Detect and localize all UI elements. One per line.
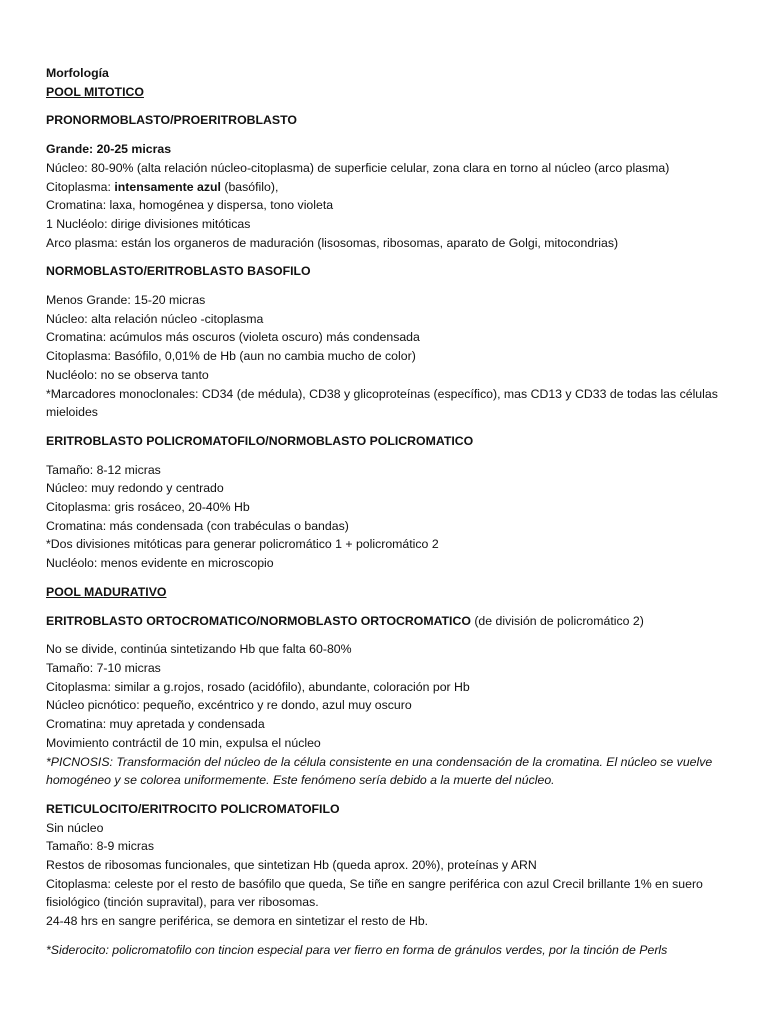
doc-title: Morfología <box>46 66 109 80</box>
block-normoblasto-basofilo <box>46 291 736 422</box>
text-cromatina: Cromatina: muy apretada y condensada <box>46 717 265 732</box>
section-pool-madurativo: POOL MADURATIVO <box>46 584 167 599</box>
document-page <box>46 64 736 960</box>
text-marcadores: *Marcadores monoclonales: CD34 (de médula), CD38 y glicoproteínas (específico), mas CD13 y CD33 de todas las células mieloides <box>46 386 718 420</box>
text-siderocito: *Siderocito: policromatofilo con tincion especial para ver fierro en forma de gránulos verdes, por la tinción de Perls <box>46 942 668 957</box>
text-nucleo: Núcleo: alta relación núcleo -citoplasma <box>46 311 264 326</box>
text-divisiones: *Dos divisiones mitóticas para generar policromático 1 + policromático 2 <box>46 537 439 552</box>
text-nucleolo: 1 Nucléolo: dirige divisiones mitóticas <box>46 216 251 231</box>
heading-ortocromatico: ERITROBLASTO ORTOCROMATICO/NORMOBLASTO ORTOCROMATICO <box>46 613 471 628</box>
text-sin-nucleo: Sin núcleo <box>46 820 104 835</box>
heading-ortocromatico-note: (de división de policromático 2) <box>470 613 644 628</box>
heading-policromatofilo: ERITROBLASTO POLICROMATOFILO/NORMOBLASTO POLICROMATICO <box>46 433 474 448</box>
heading-normoblasto-basofilo: NORMOBLASTO/ERITROBLASTO BASOFILO <box>46 264 311 279</box>
text-cromatina: Cromatina: más condensada (con trabéculas o bandas) <box>46 518 349 533</box>
text-nucleolo: Nucléolo: no se observa tanto <box>46 367 209 382</box>
section-pool-mitotico: POOL MITOTICO <box>46 84 144 99</box>
text-nucleolo: Nucléolo: menos evidente en microscopio <box>46 556 274 571</box>
text-cito-prefix: Citoplasma: <box>46 179 115 194</box>
text-picnosis: *PICNOSIS: Transformación del núcleo de la célula consistente en una condensación de la cromatina. El núcleo se vuelve homogéneo y se colorea uniformemente. Este fenómeno sería debido a la muerte del núcleo. <box>46 754 713 788</box>
text-movimiento: Movimiento contráctil de 10 min, expulsa el núcleo <box>46 735 321 750</box>
block-reticulocito <box>46 800 736 931</box>
block-ortocromatico <box>46 640 736 790</box>
heading-reticulocito: RETICULOCITO/ERITROCITO POLICROMATOFILO <box>46 801 340 816</box>
text-cromatina: Cromatina: acúmulos más oscuros (violeta oscuro) más condensada <box>46 330 420 345</box>
text-no-divide: No se divide, continúa sintetizando Hb que falta 60-80% <box>46 642 352 657</box>
text-nucleo: Núcleo: 80-90% (alta relación núcleo-citoplasma) de superficie celular, zona clara en torno al núcleo (arco plasma) <box>46 160 670 175</box>
text-size: Menos Grande: 15-20 micras <box>46 293 206 308</box>
text-size: Tamaño: 8-9 micras <box>46 839 154 854</box>
text-citoplasma <box>46 178 736 197</box>
text-cito-bold: intensamente azul <box>114 179 221 194</box>
text-horas: 24-48 hrs en sangre periférica, se demora en sintetizar el resto de Hb. <box>46 914 429 929</box>
text-nucleo: Núcleo: muy redondo y centrado <box>46 481 224 496</box>
text-citoplasma: Citoplasma: Basófilo, 0,01% de Hb (aun no cambia mucho de color) <box>46 349 416 364</box>
text-citoplasma: Citoplasma: celeste por el resto de basófilo que queda, Se tiñe en sangre periférica con azul Crecil brillante 1% en suero fisiológico (tinción supravital), para ver ribosomas. <box>46 876 703 910</box>
heading-pronormoblasto: PRONORMOBLASTO/PROERITROBLASTO <box>46 113 297 128</box>
text-citoplasma: Citoplasma: gris rosáceo, 20-40% Hb <box>46 500 250 515</box>
text-citoplasma: Citoplasma: similar a g.rojos, rosado (acidófilo), abundante, coloración por Hb <box>46 679 470 694</box>
text-nucleo: Núcleo picnótico: pequeño, excéntrico y re dondo, azul muy oscuro <box>46 698 412 713</box>
text-restos: Restos de ribosomas funcionales, que sintetizan Hb (queda aprox. 20%), proteínas y ARN <box>46 858 537 873</box>
block-pronormoblasto <box>46 140 736 252</box>
block-policromatofilo <box>46 461 736 573</box>
text-size: Grande: 20-25 micras <box>46 142 172 157</box>
text-cito-suffix: (basófilo), <box>220 179 279 194</box>
text-size: Tamaño: 7-10 micras <box>46 660 161 675</box>
text-size: Tamaño: 8-12 micras <box>46 462 161 477</box>
text-cromatina: Cromatina: laxa, homogénea y dispersa, tono violeta <box>46 198 334 213</box>
text-arco-plasma: Arco plasma: están los organeros de maduración (lisosomas, ribosomas, aparato de Golgi, mitocondrias) <box>46 235 619 250</box>
heading-ortocromatico-line <box>46 612 736 631</box>
